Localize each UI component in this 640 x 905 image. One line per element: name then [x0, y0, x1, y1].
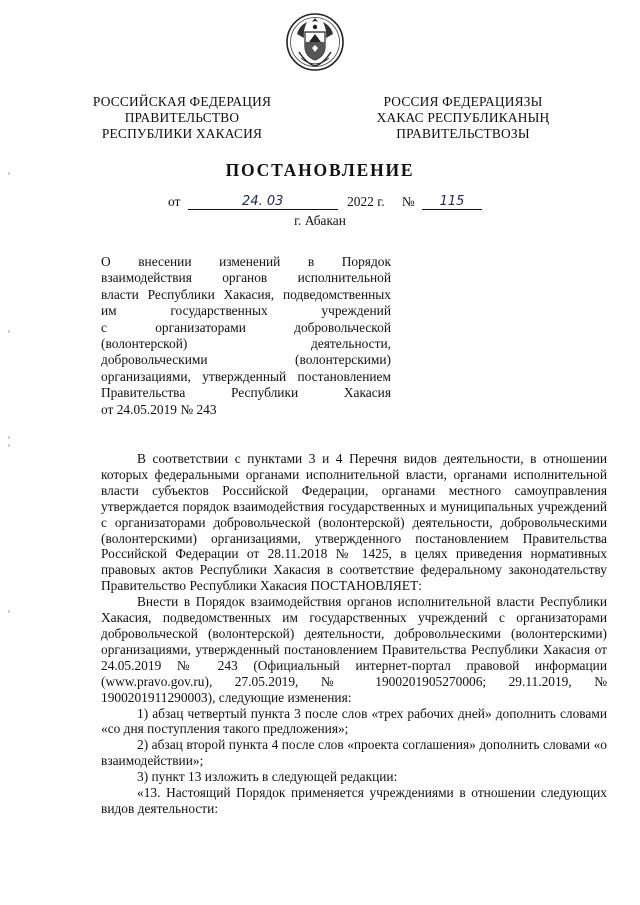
coat-of-arms-emblem [285, 12, 345, 72]
header-left-line3: РЕСПУБЛИКИ ХАКАСИЯ [101, 126, 263, 141]
subject-word: О [101, 254, 111, 269]
document-title: ПОСТАНОВЛЕНИЕ [225, 160, 415, 180]
subject-word: взаимодействия [101, 270, 192, 286]
header-left-line2: ПРАВИТЕЛЬСТВО [124, 110, 240, 125]
subject-word: им [101, 303, 117, 319]
subject-line [101, 352, 391, 368]
subject-word: (волонтерской) [101, 335, 188, 351]
subject-line [101, 287, 391, 303]
subject-word: учреждений [321, 303, 391, 319]
body-paragraph: 1) абзац четвертый пункта 3 после слов «трех рабочих дней» дополнить словами «со дня поступления такого предложения»; [101, 705, 607, 737]
subject-word: Хакасия, [223, 286, 275, 302]
subject-line [101, 369, 391, 385]
header-right-block [363, 94, 563, 142]
subject-word: с [101, 319, 107, 335]
subject-word: деятельности, [310, 335, 391, 351]
number-blank [422, 194, 482, 210]
subject-word: государственных [170, 303, 268, 319]
scan-mark [8, 444, 10, 447]
subject-word: Хакасия [343, 385, 391, 401]
document-body [101, 451, 607, 817]
header-right-line1: РОССИЯ ФЕДЕРАЦИЯЗЫ [383, 94, 543, 109]
number-label: № [401, 194, 415, 209]
header-right-line3: ПРАВИТЕЛЬСТВОЗЫ [396, 126, 530, 141]
handwritten-number: 115 [439, 194, 465, 209]
header-right-line2: ХАКАС РЕСПУБЛИКАНЫҢ [376, 110, 550, 125]
subject-block [101, 254, 391, 418]
scan-mark [8, 330, 10, 333]
body-paragraph: 2) абзац второй пункта 4 после слов «проекта соглашения» дополнить словами «о взаимодействии»; [101, 737, 607, 769]
date-from-label: от [168, 194, 181, 209]
subject-word: Порядок [341, 254, 391, 269]
body-paragraph: В соответствии с пунктами 3 и 4 Перечня видов деятельности, в отношении которых федеральными органами исполнительной власти, органами исполнительной власти субъектов Российской Федерации, органами местного самоуправления утверждается порядок взаимодействия государственных и муниципальных учреждений с организаторами добровольческой (волонтерской) деятельности, добровольческими (волонтерскими) организациями, утвержденного постановлением Правительства Российской Федерации от 28.11.2018 № 1425, в целях приведения нормативных правовых актов Республики Хакасия в соответствие федеральному законодательству Правительство Республики Хакасия ПОСТАНОВЛЯЕТ: [101, 451, 607, 594]
subject-word: внесении [138, 254, 192, 269]
subject-word: утвержденный [202, 368, 287, 384]
scan-mark [8, 436, 10, 439]
subject-line [101, 320, 391, 336]
subject-word: добровольческими [101, 352, 208, 368]
subject-line: от 24.05.2019 № 243 [101, 401, 217, 417]
subject-line [101, 270, 391, 286]
subject-word: органов [222, 270, 268, 286]
subject-word: организациями, [101, 368, 191, 384]
date-blank [188, 194, 338, 210]
body-paragraph: «13. Настоящий Порядок применяется учреждениями в отношении следующих видов деятельности: [101, 785, 607, 816]
handwritten-date: 24. 03 [242, 194, 284, 209]
subject-word: добровольческой [294, 319, 391, 335]
date-year: 2022 г. [347, 194, 385, 209]
subject-word: Республики [147, 286, 215, 302]
subject-line [101, 385, 391, 401]
body-paragraph: 3) пункт 13 изложить в следующей редакции: [137, 769, 398, 785]
body-paragraph: Внести в Порядок взаимодействия органов исполнительной власти Республики Хакасия, подведомственных им государственных учреждений с организаторами добровольческой (волонтерской) деятельности, добровольческими (волонтерскими) организациями, утвержденный постановлением Правительства Республики Хакасия от 24.05.2019 № 243 (Официальный интернет-портал правовой информации (www.pravo.gov.ru), 27.05.2019, № 1900201905270006; 29.11.2019, № 1900201911290003), следующие изменения: [101, 594, 607, 705]
subject-word: исполнительной [297, 270, 391, 286]
header-left-line1: РОССИЙСКАЯ ФЕДЕРАЦИЯ [92, 94, 272, 109]
subject-word: в [307, 254, 315, 269]
subject-line [101, 303, 391, 319]
subject-word: власти [101, 286, 139, 302]
subject-line [101, 336, 391, 352]
header-left-block [82, 94, 282, 142]
subject-word: Правительства [101, 385, 186, 401]
scan-mark [8, 610, 10, 613]
subject-word: (волонтерскими) [295, 352, 391, 368]
city-line: г. Абакан [294, 213, 346, 228]
scan-mark [8, 172, 10, 175]
subject-word: подведомственных [282, 286, 391, 302]
subject-word: Республики [230, 385, 299, 401]
date-number-line [168, 194, 482, 210]
subject-word: организаторами [155, 319, 246, 335]
subject-word: изменений [219, 254, 281, 269]
subject-line [101, 254, 391, 270]
subject-word: постановлением [297, 368, 391, 384]
